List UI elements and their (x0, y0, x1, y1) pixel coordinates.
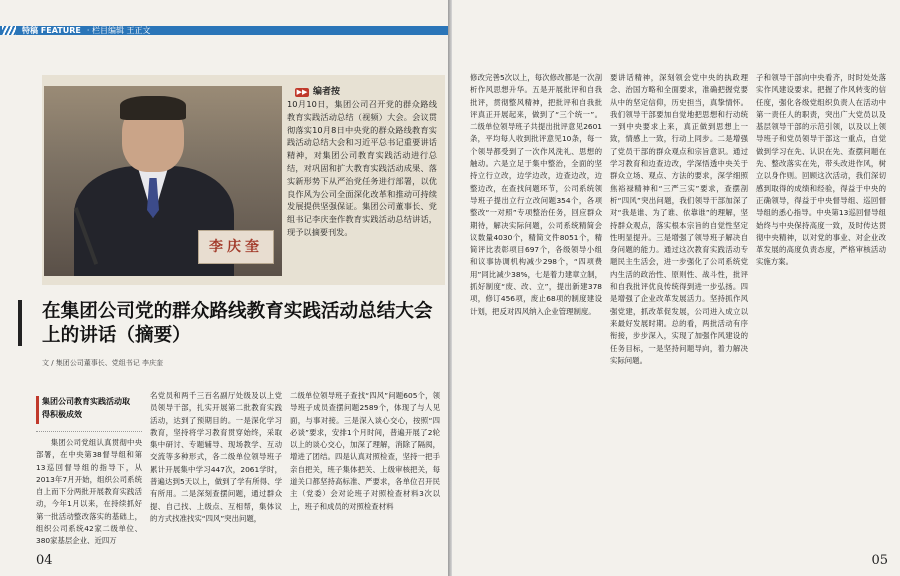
name-plate-text: 李庆奎 (209, 239, 263, 255)
section-label: 特稿 FEATURE (22, 26, 81, 35)
page-number-right: 05 (871, 553, 888, 568)
editor-note-text: 10月10日，集团公司召开党的群众路线教育实践活动总结（视频）大会。会议贯彻落实10月8日中央党的群众路线教育实践活动总结大会和习近平总书记重要讲话精神，对集团公司教育实践活动进行总结，对巩固和扩大教育实践活动成果、落实新形势下从严治党任务进行部署，以优良作风为公司全面深化改革和推动可持续发展提供坚强保证。集团公司董事长、党组书记李庆奎作教育实践活动总结讲话，现予以摘要刊发。 (287, 99, 437, 237)
column-editor: · 栏目编辑 王正文 (86, 26, 151, 35)
arrow-icon: ▶▶ (296, 88, 308, 96)
body-column-4: 修改完善5次以上，每次修改都是一次剖析作风思想升华。五是开展批评和自我批评，贯彻整风精神，把批评和自我批评真正开展起来，做到了“三个统一”。二级单位领导班子共提出批评意见2601条，平均每人收到批评意见10条，每一个领导都受到了一次作风洗礼、思想的触动。六是立足于集中整治，全面的坚持立行立改，边学边改，边查边改，边整边改，在查找问题环节，公司系统领导班子提出立行立改问题354个，各项整改“一对照”专项整治任务，回应群众期待，解决实际问题，公司系统精简会议数量4030个，精简文件8051个，精简评比表彰项目697个，各级领导小组和议事协调机构减少298个，“四项费用”同比减少38%，七是着力建章立制，抓好制度“废、改、立”，提出新建378项，修订456项，废止68项的制度建设计划，把反对四风纳入企业管理制度。 (470, 73, 602, 316)
body-column-6: 子和领导干部向中央看齐，时时处处落实作风建设要求。把握了作风转变的信任度，强化各级党组织负责人在活动中第一责任人的职责，突出广大党员以及基层领导干部的示范引领，以及以上领导班子和党员领导干部这一重点，自觉做到学习在先、认识在先、查摆问题在先、整改落实在先，带头改进作风，树立以身作则。回顾这次活动，我们深切感到取得的成绩和经验，得益于中央的正确领导，得益于中央督导组、巡回督导组的悉心指导。中央第13巡回督导组始终与中央保持高度一致，及时传达贯彻中央精神，以对党的事业、对企业改革发展的高度负责态度，严格审核活动实施方案。 (756, 73, 886, 267)
stripe-decoration (2, 26, 16, 35)
photo-hair (120, 96, 186, 120)
byline: 文 / 集团公司董事长、党组书记 李庆奎 (42, 359, 164, 367)
section-heading (36, 395, 136, 421)
editor-note-label (295, 84, 340, 97)
body-column-1: 集团公司党组认真贯彻中央部署，在中央第38督导组和第13巡回督导组的指导下，从2013年7月开始，组织公司系统自上而下分两批开展教育实践活动，今年1月以来，在持续抓好第一批活动整改落实的基础上，组织公司系统42家二级单位、380家基层企业、近四万 (36, 438, 142, 546)
section-heading-text: 集团公司教育实践活动取得积极成效 (42, 397, 130, 419)
body-column-2: 名党员和两千三百名副厅处级及以上党员领导干部，扎实开展第二批教育实践活动，达到了预期目的。一是深化学习教育，坚持将学习教育贯穿始终，采取集中研讨、专题辅导、现场教学、互动交流等多种形式，各二级单位领导班子累计开展集中学习447次，2061学时，普遍达到5天以上，做到了学有所得、学有所用。二是深刻查摆问题，通过群众提、自己找、上级点、互相帮，集体议的方式找准找实“四风”突出问题， (150, 391, 282, 523)
section-divider (36, 431, 142, 432)
section-heading-bar (36, 396, 39, 424)
body-column-3: 二级单位领导班子查找“四风”问题605个，领导班子成员查摆问题2589个，体现了与人见面，与事对接。三是深入谈心交心，按照“四必谈”要求，安排1个月时间，普遍开展了2轮以上的谈心交心，加深了理解，消除了隔阂，增进了团结。四是认真对照检查，坚持一把手亲自把关，班子集体把关、上级审核把关，每道关口都坚持高标准、严要求，各单位召开民主（党委）会对论班子对照检查材料3次以上，班子和成员的对照检查材料 (290, 391, 440, 511)
section-header (22, 25, 151, 36)
left-page (0, 0, 448, 576)
editor-note-title: 编者按 (313, 87, 341, 97)
article-title: 在集团公司党的群众路线教育实践活动总结大会上的讲话（摘要） (42, 301, 433, 346)
page-number-left: 04 (36, 553, 53, 568)
title-accent-bar (18, 300, 22, 346)
right-page (452, 0, 900, 576)
speaker-photo (44, 86, 282, 276)
body-column-5: 要讲话精神，深刻领会党中央的执政理念、治国方略和全面要求，准确把握党要从中的坚定信仰，历史担当，真挚情怀。我们领导干部要加自觉地把思想和行动统一到中央要求上来，真正做到思想上一致，情感上一致，行动上同步。二是增强了党员干部的群众观点和宗旨意识。通过学习教育和边查边改，学深悟透中央关于群众立场、观点、方法的要求，深学细照焦裕禄精神和“三严三实”要求，查摆剖析“四风”突出问题，我们领导干部加深了对“我是谁、为了谁、依靠谁”的理解，坚持群众观点，落实根本宗旨的自觉性坚定性明显提升。三是增强了领导班子解决自身问题的能力。通过这次教育实践活动专题民主生活会，进一步强化了公司系统党内生活的政治性、原则性、战斗性，批评和自我批评优良传统得到进一步弘扬。四是增强了企业改革发展活力。坚持抓作风强党建，抓改革促发展，公司进入成立以来最好发展时期。总的看，两批活动有序衔接，步步深入，实现了加强作风建设的任务目标，一是坚持问题导向，着力解决实际问题。 (610, 73, 748, 365)
name-plate (198, 230, 274, 264)
